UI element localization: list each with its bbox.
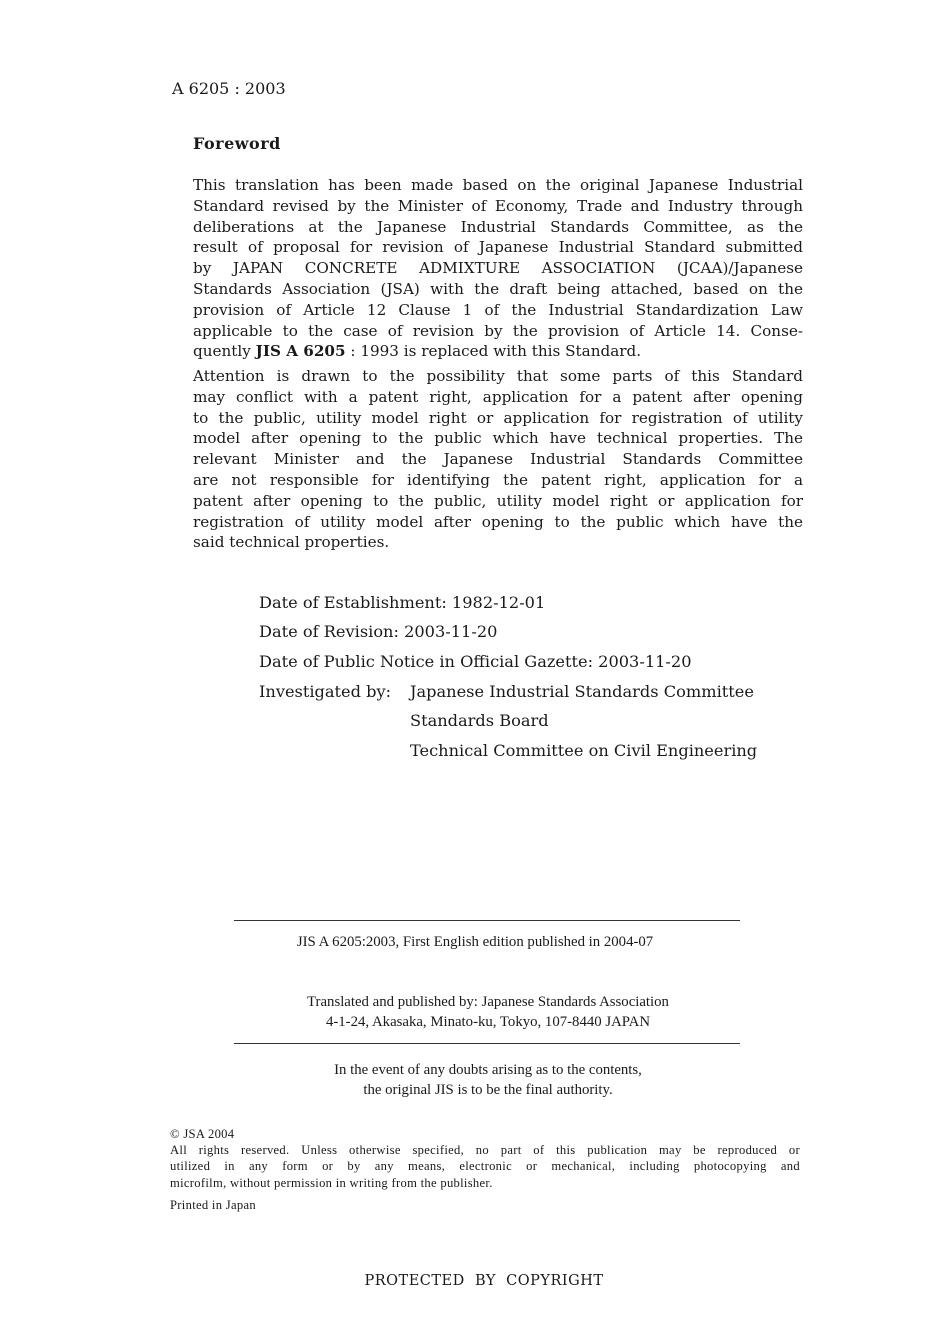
paragraph-line: Attention is drawn to the possibility that some parts of this Standard bbox=[193, 367, 803, 385]
date-of-establishment: Date of Establishment: 1982-12-01 bbox=[259, 593, 546, 612]
date-of-revision: Date of Revision: 2003-11-20 bbox=[259, 622, 498, 641]
paragraph-line: relevant Minister and the Japanese Industrial Standards Committee bbox=[193, 450, 803, 469]
investigated-by-board: Standards Board bbox=[410, 711, 549, 730]
paragraph-text: quently bbox=[193, 342, 256, 361]
paragraph-line: Standards Association (JSA) with the draft being attached, based on the bbox=[193, 279, 803, 298]
foreword-paragraph-1 bbox=[193, 175, 803, 362]
copyright-notice: © JSA 2004 bbox=[170, 1127, 235, 1141]
paragraph-line: This translation has been made based on the original Japanese Industrial bbox=[193, 176, 803, 194]
paragraph-line: registration of utility model after opening to the public which have the bbox=[193, 512, 803, 531]
translated-by-line: Translated and published by: Japanese Standards Association bbox=[307, 994, 669, 1010]
protected-by-copyright-footer: PROTECTED BY COPYRIGHT bbox=[364, 1273, 604, 1289]
edition-statement: JIS A 6205:2003, First English edition published in 2004-07 bbox=[296, 934, 654, 950]
rights-line: microfilm, without permission in writing from the publisher. bbox=[170, 1175, 493, 1190]
paragraph-line: provision of Article 12 Clause 1 of the Industrial Standardization Law bbox=[193, 300, 803, 319]
investigated-by-technical-committee: Technical Committee on Civil Engineering bbox=[410, 741, 758, 760]
paragraph-line: deliberations at the Japanese Industrial Standards Committee, as the bbox=[193, 217, 803, 236]
publisher-address: 4-1-24, Akasaka, Minato-ku, Tokyo, 107-8440 JAPAN bbox=[325, 1014, 651, 1030]
date-of-public-notice: Date of Public Notice in Official Gazette: 2003-11-20 bbox=[259, 652, 692, 671]
paragraph-text: : 1993 is replaced with this Standard. bbox=[345, 342, 642, 361]
paragraph-line bbox=[193, 341, 803, 362]
paragraph-line: said technical properties. bbox=[193, 533, 390, 552]
paragraph-line: patent after opening to the public, utility model right or application for bbox=[193, 491, 803, 510]
authority-line: In the event of any doubts arising as to the contents, bbox=[334, 1062, 642, 1078]
rights-reserved-text bbox=[170, 1142, 800, 1191]
paragraph-line: are not responsible for identifying the patent right, application for a bbox=[193, 470, 803, 489]
rights-line: utilized in any form or by any means, electronic or mechanical, including photocopying and bbox=[170, 1159, 800, 1174]
investigated-by-committee: Japanese Industrial Standards Committee bbox=[410, 682, 754, 701]
paragraph-line: Standard revised by the Minister of Economy, Trade and Industry through bbox=[193, 196, 803, 215]
authority-line: the original JIS is to be the final authority. bbox=[363, 1082, 613, 1098]
copyright-block bbox=[170, 1126, 800, 1191]
paragraph-line: to the public, utility model right or application for registration of utility bbox=[193, 408, 803, 427]
paragraph-line: result of proposal for revision of Japanese Industrial Standard submitted bbox=[193, 238, 803, 257]
foreword-paragraph-2 bbox=[193, 366, 803, 553]
paragraph-line: applicable to the case of revision by the provision of Article 14. Conse- bbox=[193, 321, 803, 340]
document-code-header: A 6205 : 2003 bbox=[172, 79, 286, 98]
paragraph-line: by JAPAN CONCRETE ADMIXTURE ASSOCIATION (JCAA)/Japanese bbox=[193, 259, 803, 278]
paragraph-line: may conflict with a patent right, application for a patent after opening bbox=[193, 387, 803, 406]
authority-notice bbox=[0, 1060, 950, 1100]
rights-line: All rights reserved. Unless otherwise specified, no part of this publication may be reproduced or bbox=[170, 1143, 800, 1158]
foreword-heading: Foreword bbox=[193, 134, 281, 153]
divider-rule-bottom bbox=[234, 1043, 740, 1044]
jis-reference: JIS A 6205 bbox=[255, 342, 346, 361]
publisher-block bbox=[0, 992, 950, 1032]
paragraph-line: model after opening to the public which have technical properties. The bbox=[193, 429, 803, 448]
investigated-by-label: Investigated by: bbox=[259, 682, 392, 701]
divider-rule-top bbox=[234, 920, 740, 921]
printed-in-japan: Printed in Japan bbox=[170, 1198, 256, 1212]
